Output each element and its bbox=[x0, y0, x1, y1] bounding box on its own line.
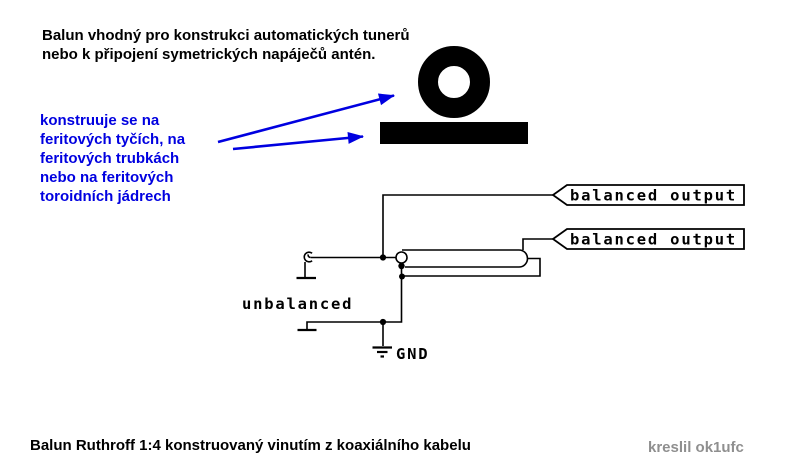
balanced-top-wire bbox=[383, 195, 553, 258]
balanced-output-flag-top bbox=[553, 185, 744, 205]
gnd-label: GND bbox=[396, 345, 430, 363]
note-line: feritových trubkách bbox=[40, 150, 180, 167]
balanced-output-top-label: balanced output bbox=[570, 186, 737, 205]
note-line: konstruuje se na bbox=[40, 112, 160, 129]
unbalanced-label: unbalanced bbox=[242, 295, 354, 313]
note-line: feritových tyčích, na bbox=[40, 131, 186, 148]
coax-center-terminal bbox=[396, 252, 407, 263]
toroid-core-icon bbox=[428, 56, 480, 108]
arrow-to-rod-icon bbox=[233, 137, 363, 150]
balanced-output-bottom-label: balanced output bbox=[570, 230, 737, 249]
coax-connector-icon bbox=[297, 252, 317, 278]
figure-caption: Balun Ruthroff 1:4 konstruovaný vinutím z koaxiálního kabelu bbox=[30, 437, 471, 454]
ground-icon bbox=[373, 348, 393, 357]
description-line-2: nebo k připojení symetrických napáječů antén. bbox=[42, 46, 376, 63]
author-credit: kreslil ok1ufc bbox=[648, 439, 744, 456]
balanced-bottom-wire bbox=[523, 239, 553, 250]
coax-winding bbox=[402, 250, 528, 267]
balanced-output-flag-bottom bbox=[553, 229, 744, 249]
ferrite-rod-icon bbox=[380, 122, 528, 144]
description-line-1: Balun vhodný pro konstrukci automatických tunerů bbox=[42, 27, 410, 44]
note-line: nebo na feritových bbox=[40, 169, 174, 186]
arrow-to-toroid-icon bbox=[218, 96, 394, 143]
note-line: toroidních jádrech bbox=[40, 188, 171, 205]
